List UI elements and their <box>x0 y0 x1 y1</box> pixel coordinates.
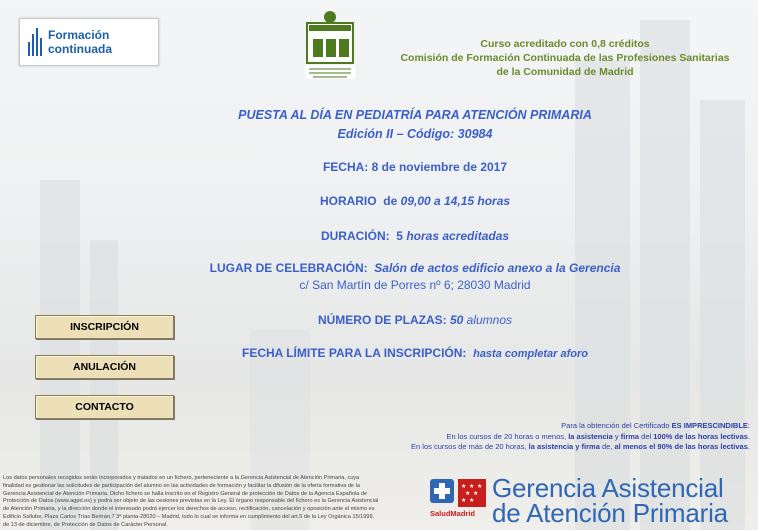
inscripcion-button[interactable]: INSCRIPCIÓN <box>35 315 174 339</box>
cert-text: En los cursos de más de 20 horas, <box>411 442 529 451</box>
anulacion-button[interactable]: ANULACIÓN <box>35 355 174 379</box>
lugar-label: LUGAR DE CELEBRACIÓN: <box>209 261 368 275</box>
lugar-address: c/ San Martín de Porres nº 6; 28030 Madrid <box>299 278 531 292</box>
accreditation-text <box>380 37 750 79</box>
lugar-value: Salón de actos edificio anexo a la Gerencia <box>374 261 621 275</box>
cert-text: ES IMPRESCINDIBLE <box>671 421 748 430</box>
lugar-row <box>180 261 650 275</box>
limite-value: hasta completar aforo <box>473 348 589 360</box>
svg-text:★: ★ <box>477 484 483 490</box>
cert-text: : <box>747 421 750 430</box>
certificate-line <box>360 432 750 443</box>
svg-text:★: ★ <box>469 484 475 490</box>
cert-text: y <box>612 431 621 441</box>
cert-text: 100% de las horas lectivas <box>653 431 748 441</box>
svg-text:★: ★ <box>461 484 467 490</box>
accreditation-line: Comisión de Formación Continuada de las Profesiones Sanitarias <box>400 52 730 64</box>
horario-label: HORARIO <box>319 194 377 208</box>
gerencia-logo <box>430 473 752 528</box>
plazas-unit: alumnos <box>466 313 513 327</box>
cert-text: al menos el 90% de las horas lectivas <box>614 442 748 451</box>
fecha-row <box>180 160 650 174</box>
accreditation-line: Curso acreditado con 0,8 créditos <box>480 38 650 50</box>
contacto-button[interactable]: CONTACTO <box>35 395 174 419</box>
course-title: PUESTA AL DÍA EN PEDIATRÍA PARA ATENCIÓN PRIMARIA <box>238 108 592 122</box>
horario-value: 09,00 a 14,15 horas <box>400 194 511 208</box>
plazas-label: NÚMERO DE PLAZAS: <box>317 313 447 327</box>
cert-text: del <box>639 431 654 441</box>
cert-text: la asistencia y firma <box>528 442 600 451</box>
svg-text:★: ★ <box>461 498 467 504</box>
cert-text: . <box>747 442 750 451</box>
logo-text: Formación continuada <box>48 28 113 56</box>
fecha-label: FECHA: <box>322 160 369 174</box>
fecha-value: 8 de noviembre de 2017 <box>371 160 508 174</box>
duracion-num: 5 <box>396 229 403 243</box>
plazas-num: 50 <box>449 313 464 327</box>
plazas-row <box>180 313 650 327</box>
health-cross-icon <box>430 479 454 503</box>
cert-text: firma <box>620 431 640 441</box>
gerencia-name-line1: Gerencia Asistencial <box>492 473 724 503</box>
svg-text:★: ★ <box>473 491 479 497</box>
duracion-row <box>180 229 650 243</box>
cert-text: Para la obtención del Certificado <box>561 421 672 430</box>
limite-row <box>180 346 650 360</box>
madrid-flag-icon <box>458 479 486 507</box>
certificate-line <box>360 442 750 453</box>
limite-label: FECHA LÍMITE PARA LA INSCRIPCIÓN: <box>241 346 467 360</box>
cert-text: . <box>747 431 750 441</box>
accreditation-seal-icon <box>301 9 359 81</box>
certificate-requirements <box>360 421 750 453</box>
logo-bars-icon <box>28 28 42 56</box>
svg-text:★: ★ <box>469 498 475 504</box>
salud-madrid-label: SaludMadrid <box>430 509 476 518</box>
cert-text: de, <box>599 442 615 451</box>
cert-text: En los cursos de 20 horas o menos, <box>446 431 569 441</box>
gerencia-name-line2: de Atención Primaria <box>492 498 728 528</box>
horario-row <box>180 194 650 208</box>
formacion-continuada-logo <box>19 18 159 66</box>
duracion-value: horas acreditadas <box>406 229 510 243</box>
legal-notice: Los datos personales recogidos serán incorporados y tratados en un fichero, perteneciente a la Gerencia Asistencial de Atención Primaria, cuya finalidad es gestionar las solicitudes de participación del alumno en las actividades de formación y facilitar la difusión de la oferta formativa de la Gerencia Asistencial de Atención Primaria. Dicho fichero se halla inscrito en el Registro General de protección de Datos de la Agencia Española de Protección de Datos (www.agpd.es) y podrá ser objeto de las cesiones previstas en la Ley. El órgano responsable del fichero es la Gerencia Asistencial de Atención Primaria, y la dirección donde el interesado podrá ejercer los derechos de acceso, rectificación, cancelación y oposición ante el mismo es Edificio Sollube, Plaza Carlos Trías Bertrán,7 3ª planta-28020 – Madrid, todo lo cual se informa en cumplimiento del art.5 de la Ley Orgánica 15/1999, de 13 de diciembre, de Protección de Datos de Carácter Personal. <box>3 475 379 528</box>
svg-text:★: ★ <box>465 491 471 497</box>
skyline-building <box>700 100 745 530</box>
certificate-line <box>360 421 750 432</box>
course-edition: Edición II – Código: 30984 <box>337 127 493 141</box>
duracion-label: DURACIÓN: <box>320 229 390 243</box>
skyline-building <box>640 20 690 530</box>
cert-text: la asistencia <box>568 431 613 441</box>
accreditation-line: de la Comunidad de Madrid <box>496 66 634 78</box>
horario-de: de <box>383 194 398 208</box>
